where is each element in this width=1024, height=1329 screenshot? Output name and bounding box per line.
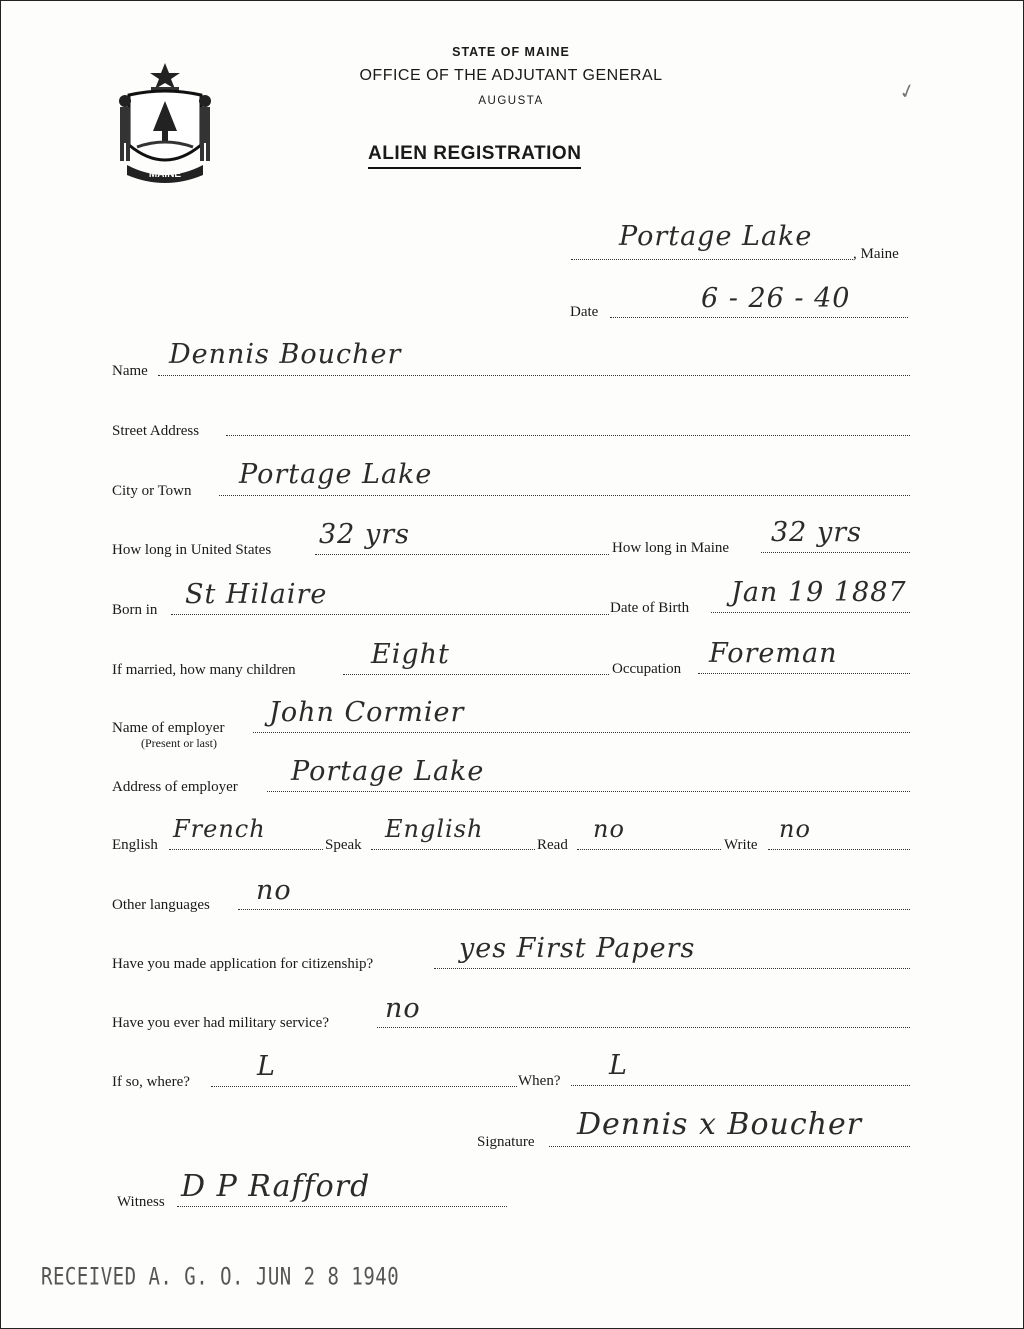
witness-value: D P Rafford <box>181 1169 371 1204</box>
city-label: City or Town <box>112 483 192 499</box>
other-languages-value: no <box>256 875 292 906</box>
date-of-birth-line <box>711 612 910 613</box>
signature-value: Dennis x Boucher <box>577 1107 863 1142</box>
where-label: If so, where? <box>112 1074 190 1090</box>
write-label: Write <box>724 837 758 853</box>
name-line <box>158 375 910 376</box>
occupation-value: Foreman <box>709 638 838 669</box>
street-line <box>226 435 910 436</box>
date-of-birth-value: Jan 19 1887 <box>731 577 907 608</box>
speak-value: English <box>385 815 484 843</box>
signature-line <box>549 1146 910 1147</box>
citizenship-line <box>434 968 910 969</box>
office-heading: OFFICE OF THE ADJUTANT GENERAL <box>359 67 663 84</box>
how-long-us-label: How long in United States <box>112 542 272 558</box>
speak-label: Speak <box>325 837 362 853</box>
how-long-maine-line <box>761 552 910 553</box>
english-label: English <box>112 837 158 853</box>
write-line <box>768 849 910 850</box>
military-label: Have you ever had military service? <box>112 1015 329 1031</box>
read-label: Read <box>537 837 568 853</box>
date-label: Date <box>570 304 599 320</box>
city-value: Portage Lake <box>239 459 433 490</box>
employer-address-label: Address of employer <box>112 779 238 795</box>
date-line <box>610 317 908 318</box>
read-value: no <box>593 815 625 843</box>
form-title: ALIEN REGISTRATION <box>368 143 581 169</box>
when-value: L <box>609 1050 628 1081</box>
how-long-us-value: 32 yrs <box>319 519 410 550</box>
english-value: French <box>173 815 266 843</box>
occupation-label: Occupation <box>612 661 682 677</box>
children-label: If married, how many children <box>112 662 296 678</box>
seal-banner-text: MAINE <box>148 169 182 180</box>
received-stamp: RECEIVED A. G. O. JUN 2 8 1940 <box>41 1263 400 1291</box>
how-long-us-line <box>315 554 609 555</box>
maine-state-seal <box>113 61 217 185</box>
employer-note: (Present or last) <box>141 736 217 750</box>
military-value: no <box>385 993 421 1024</box>
when-line <box>571 1085 910 1086</box>
employer-address-value: Portage Lake <box>291 756 485 787</box>
how-long-maine-label: How long in Maine <box>612 540 730 556</box>
check-mark-icon: ✓ <box>896 79 919 105</box>
witness-line <box>177 1206 507 1207</box>
city-heading: AUGUSTA <box>478 95 544 107</box>
street-label: Street Address <box>112 423 200 439</box>
town-line <box>571 259 853 260</box>
citizenship-label: Have you made application for citizenship? <box>112 956 374 972</box>
name-value: Dennis Boucher <box>169 339 402 370</box>
when-label: When? <box>518 1073 561 1089</box>
citizenship-value: yes First Papers <box>459 933 696 964</box>
other-languages-label: Other languages <box>112 897 210 913</box>
city-line <box>219 495 910 496</box>
children-value: Eight <box>371 639 450 670</box>
town-value: Portage Lake <box>619 221 813 252</box>
occupation-line <box>698 673 910 674</box>
born-in-line <box>171 614 609 615</box>
read-line <box>577 849 721 850</box>
english-line <box>169 849 323 850</box>
signature-label: Signature <box>477 1134 535 1150</box>
employer-address-line <box>267 791 910 792</box>
born-in-label: Born in <box>112 602 158 618</box>
maine-suffix-label: , Maine <box>853 246 899 262</box>
witness-label: Witness <box>117 1194 165 1210</box>
children-line <box>343 674 609 675</box>
other-languages-line <box>238 909 910 910</box>
state-heading: STATE OF MAINE <box>452 45 570 59</box>
date-value: 6 - 26 - 40 <box>701 283 851 314</box>
where-value: L <box>257 1051 276 1082</box>
how-long-maine-value: 32 yrs <box>771 517 862 548</box>
speak-line <box>371 849 535 850</box>
write-value: no <box>779 815 811 843</box>
employer-value: John Cormier <box>269 697 465 728</box>
name-label: Name <box>112 363 148 379</box>
employer-label: Name of employer <box>112 720 225 736</box>
born-in-value: St Hilaire <box>185 579 328 610</box>
employer-line <box>253 732 910 733</box>
where-line <box>211 1086 517 1087</box>
military-line <box>377 1027 910 1028</box>
date-of-birth-label: Date of Birth <box>610 600 690 616</box>
